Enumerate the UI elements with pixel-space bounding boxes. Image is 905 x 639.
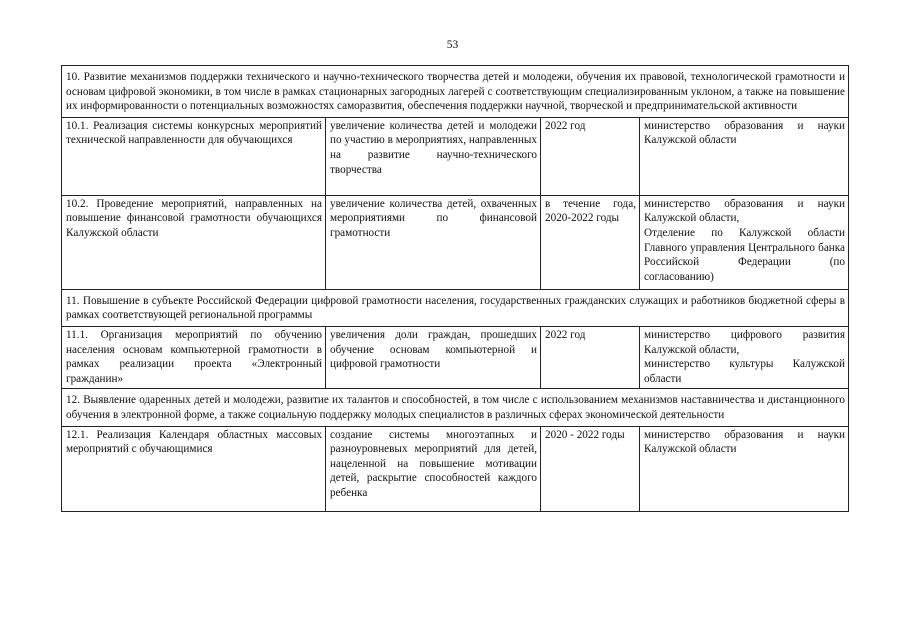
section-header-row (62, 289, 849, 326)
table-row (62, 426, 849, 511)
table-row (62, 326, 849, 388)
responsible-line: министерство культуры Калужской области (644, 358, 846, 385)
section-heading-10: 10. Развитие механизмов поддержки технического и научно-технического творчества детей и молодежи, обучения их правовой, технологической грамотности и основам цифровой экономики, в том числе в рамках стационарных загородных лагерей с соответствующим специализированным уклоном, а также на повышение их информированности о потенциальных возможностях саморазвития, обеспечения поддержки научной, творческой и предпринимательской активности (62, 66, 849, 118)
activity-cell: 12.1. Реализация Календаря областных массовых мероприятий с обучающимися (62, 426, 326, 511)
table-row (62, 117, 849, 195)
timeframe-cell: 2020 - 2022 годы (541, 426, 640, 511)
responsible-cell (640, 117, 849, 195)
table-row (62, 195, 849, 289)
section-heading-11: 11. Повышение в субъекте Российской Федерации цифровой грамотности населения, государственных гражданских служащих и работников бюджетной сферы в рамках соответствующей региональной программы (62, 289, 849, 326)
timeframe-cell: в течение года, 2020-2022 годы (541, 195, 640, 289)
responsible-line: Отделение по Калужской области Главного управления Центрального банка Российской Федерации (по согласованию) (644, 226, 846, 283)
plan-table (61, 65, 849, 512)
responsible-line: министерство образования и науки Калужской области (644, 119, 846, 147)
activity-cell: 11.1. Организация мероприятий по обучению населения основам компьютерной грамотности в рамках реализации проекта «Электронный гражданин» (62, 326, 326, 388)
activity-cell: 10.2. Проведение мероприятий, направленных на повышение финансовой грамотности обучающихся Калужской области (62, 195, 326, 289)
responsible-line: министерство образования и науки Калужской области (644, 428, 846, 456)
result-cell: создание системы многоэтапных и разноуровневых мероприятий для детей, нацеленной на повышение мотивации детей, раскрытие способностей каждого ребенка (326, 426, 541, 511)
activity-cell: 10.1. Реализация системы конкурсных мероприятий технической направленности для обучающихся (62, 117, 326, 195)
timeframe-cell: 2022 год (541, 117, 640, 195)
section-heading-12: 12. Выявление одаренных детей и молодежи, развитие их талантов и способностей, в том числе с использованием механизмов наставничества и дистанционного обучения в электронной форме, а также социальную поддержку молодых специалистов в различных сферах экономической деятельности (62, 389, 849, 426)
responsible-cell (640, 326, 849, 388)
result-cell: увеличение количества детей и молодежи по участию в мероприятиях, направленных на развитие научно-технического творчества (326, 117, 541, 195)
responsible-line: министерство образования и науки Калужской области, (644, 197, 846, 225)
timeframe-cell: 2022 год (541, 326, 640, 388)
section-header-row (62, 389, 849, 426)
responsible-cell (640, 195, 849, 289)
responsible-cell (640, 426, 849, 511)
result-cell: увеличение количества детей, охваченных мероприятиями по финансовой грамотности (326, 195, 541, 289)
page-number: 53 (446, 39, 459, 51)
section-header-row (62, 66, 849, 118)
result-cell: увеличения доли граждан, прошедших обучение основам компьютерной и цифровой грамотности (326, 326, 541, 388)
responsible-line: министерство цифрового развития Калужской области, (644, 328, 846, 356)
